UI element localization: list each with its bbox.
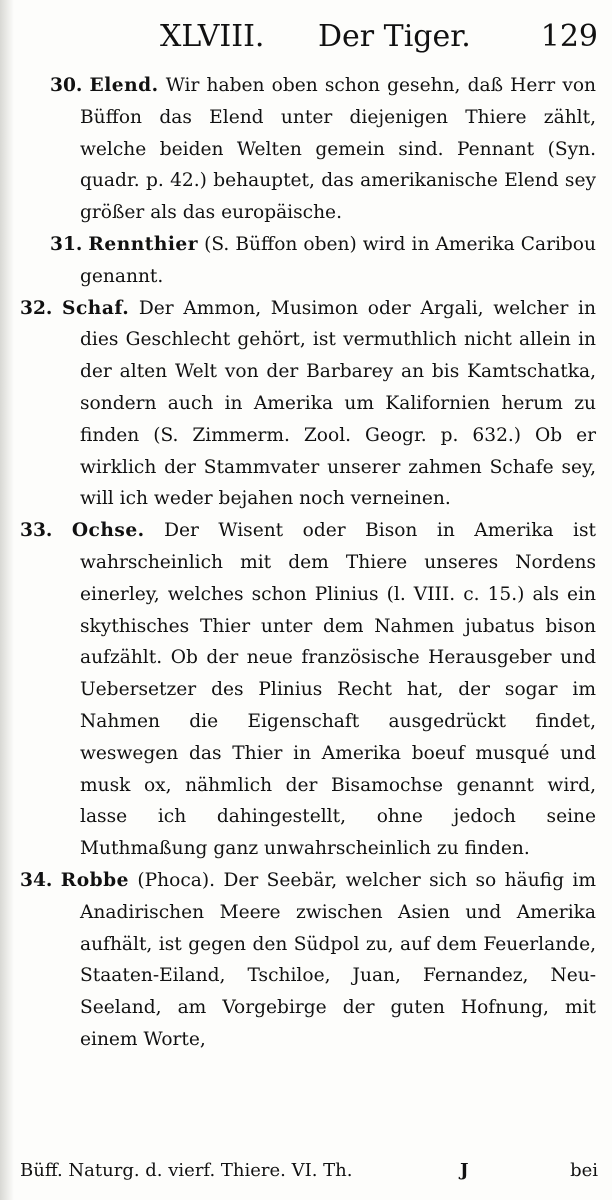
page-gutter-shadow: [0, 0, 14, 1200]
entry-text: (S. Büffon oben) wird in Amerika Caribou genannt.: [80, 233, 596, 287]
entry-31: [20, 229, 596, 293]
running-title: Der Tiger.: [318, 19, 471, 54]
entry-30: [20, 70, 596, 229]
entry-number: 30.: [50, 75, 83, 96]
entry-heading: Robbe: [60, 869, 129, 891]
entry-heading: Rennthier: [88, 233, 199, 255]
running-header: [160, 14, 598, 60]
entry-heading: Schaf.: [62, 297, 130, 319]
entry-heading: Elend.: [89, 75, 159, 96]
signature-line: Büff. Naturg. d. vierf. Thiere. VI. Th.: [20, 1160, 353, 1181]
entry-33: [20, 515, 596, 865]
entry-number: 33.: [20, 520, 53, 542]
page-footer: [20, 1154, 598, 1188]
entry-number: 31.: [50, 233, 83, 255]
entry-34: [20, 865, 596, 1056]
entry-text: Der Wisent oder Bison in Amerika ist wahrscheinlich mit dem Thiere unseres Nordens einerley, welches schon Plinius (l. VIII. c. 15.) als ein skythisches Thier unter dem Nahmen jubatus bison aufzählt. Ob der neue französische Herausgeber und Uebersetzer des Plinius Recht hat, der sogar im Nahmen die Eigenschaft ausgedrückt findet, weswegen das Thier in Amerika boeuf musqué und musk ox, nähmlich der Bisamochse genannt wird, lasse ich dahingestellt, ohne jedoch seine Muthmaßung ganz unwahrscheinlich zu finden.: [80, 520, 596, 860]
signature-mark: J: [460, 1160, 469, 1181]
entry-text: (Phoca). Der Seebär, welcher sich so häufig im Anadirischen Meere zwischen Asien und Amerika aufhält, ist gegen den Südpol zu, auf dem Feuerlande, Staaten-Eiland, Tschiloe, Juan, Fernandez, Neu-Seeland, am Vorgebirge der guten Hofnung, mit einem Worte,: [80, 869, 596, 1050]
entry-text: Wir haben oben schon gesehn, daß Herr von Büffon das Elend unter diejenigen Thiere zählt, welche beiden Welten gemein sind. Pennant (Syn. quadr. p. 42.) behauptet, das amerikanische Elend sey größer als das europäische.: [80, 75, 596, 224]
page-body: [20, 70, 596, 1056]
chapter-number: XLVIII.: [160, 19, 265, 54]
entry-number: 32.: [20, 297, 53, 319]
entry-heading: Ochse.: [71, 520, 145, 542]
entry-text: Der Ammon, Musimon oder Argali, welcher in dies Geschlecht gehört, ist vermuthlich nicht allein in der alten Welt von der Barbarey an bis Kamtschatka, sondern auch in Amerika um Kalifornien herum zu finden (S. Zimmerm. Zool. Geogr. p. 632.) Ob er wirklich der Stammvater unserer zahmen Schafe sey, will ich weder bejahen noch verneinen.: [80, 297, 596, 510]
entry-32: [20, 293, 596, 516]
entry-number: 34.: [20, 869, 53, 891]
page-number: 129: [540, 19, 598, 54]
catchword: bei: [570, 1160, 598, 1181]
